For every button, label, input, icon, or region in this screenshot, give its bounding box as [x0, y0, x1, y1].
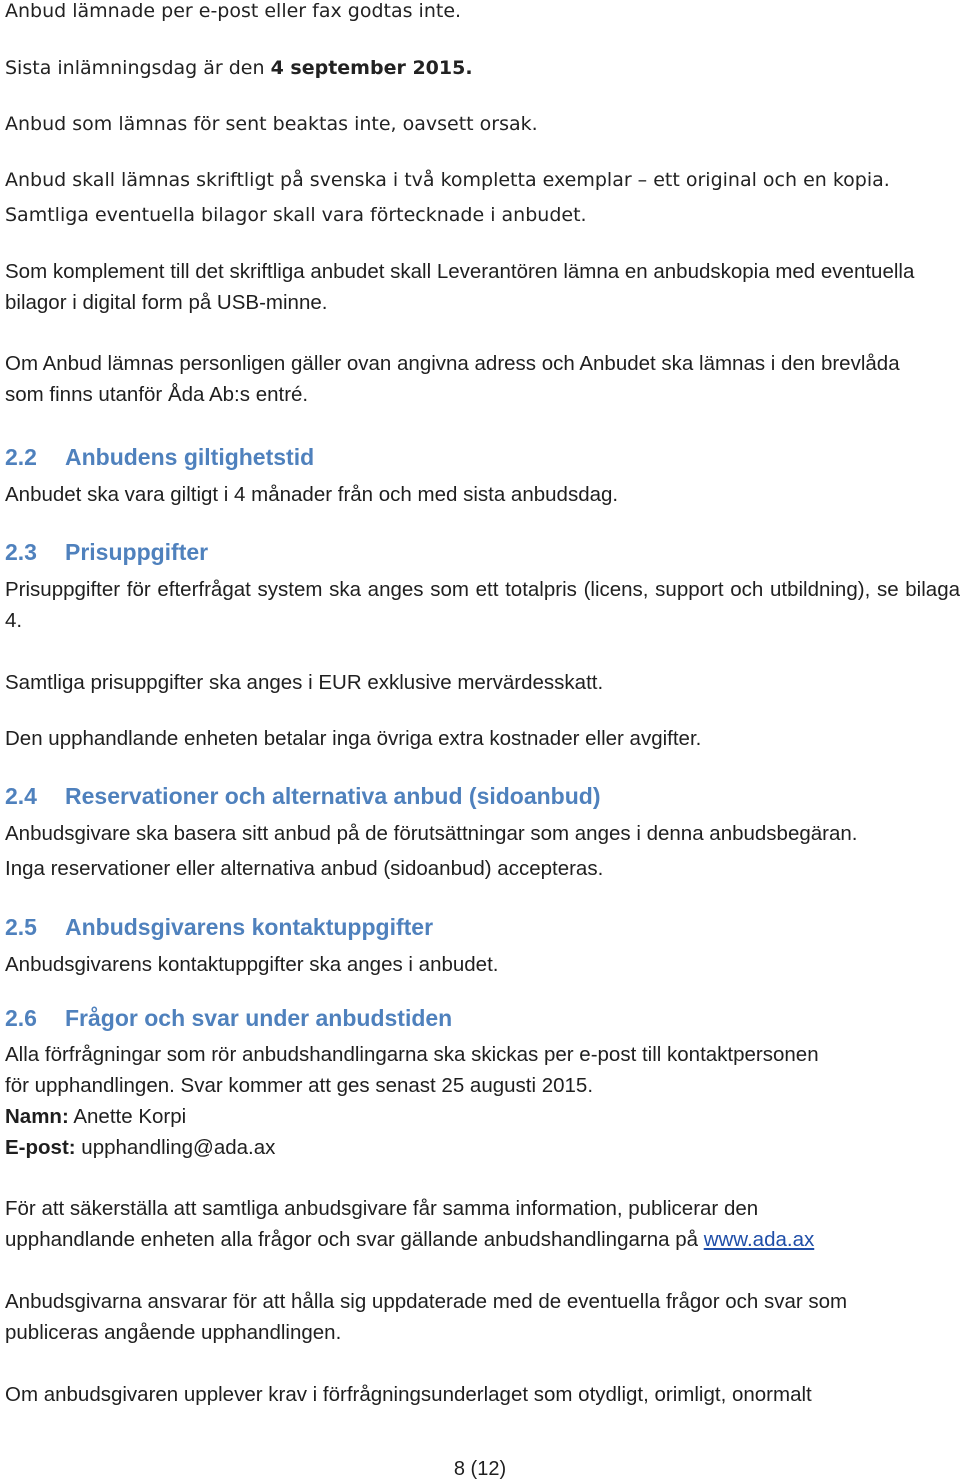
heading-2-3: 2.3 Prisuppgifter: [5, 539, 209, 565]
paragraph-currency: Samtliga prisuppgifter ska anges i EUR exklusive mervärdesskatt.: [5, 671, 604, 694]
paragraph-publish-2: upphandlande enheten alla frågor och svar gällande anbudshandlingarna på www.ada.ax: [5, 1228, 815, 1251]
paragraph-basis: Anbudsgivare ska basera sitt anbud på de förutsättningar som anges i denna anbudsbegäran.: [5, 822, 858, 845]
paragraph-email-fax: Anbud lämnade per e-post eller fax godtas inte.: [5, 0, 462, 22]
contact-name-label: Namn:: [5, 1105, 69, 1128]
deadline-date: 4 september 2015.: [270, 57, 473, 79]
paragraph-written-bids: Anbud skall lämnas skriftligt på svenska i två kompletta exemplar – ett original och en kopia.: [5, 169, 890, 191]
deadline-text: Sista inlämningsdag är den: [5, 57, 271, 79]
paragraph-personal-delivery: Om Anbud lämnas personligen gäller ovan angivna adress och Anbudet ska lämnas i den brevlåda som finns utanför Åda Ab:s entré.: [5, 352, 900, 406]
paragraph-no-extra-costs: Den upphandlande enheten betalar inga övriga extra kostnader eller avgifter.: [5, 727, 702, 750]
paragraph-questions-1: Alla förfrågningar som rör anbudshandlingarna ska skickas per e-post till kontaktpersonen: [5, 1043, 819, 1066]
paragraph-no-reservations: Inga reservationer eller alternativa anbud (sidoanbud) accepteras.: [5, 857, 604, 880]
heading-2-4: 2.4 Reservationer och alternativa anbud (sidoanbud): [5, 783, 601, 809]
contact-name-value: Anette Korpi: [68, 1105, 187, 1128]
paragraph-publish-1: För att säkerställa att samtliga anbudsgivare får samma information, publicerar den: [5, 1197, 759, 1220]
contact-email-label: E-post:: [5, 1136, 76, 1159]
paragraph-contact-info: Anbudsgivarens kontaktuppgifter ska anges i anbudet.: [5, 953, 499, 976]
paragraph-price-info: Prisuppgifter för efterfrågat system ska anges som ett totalpris (licens, support och utbildning), se bilaga 4.: [5, 578, 960, 632]
heading-2-5: 2.5 Anbudsgivarens kontaktuppgifter: [5, 914, 434, 940]
paragraph-responsibility-2: publiceras angående upphandlingen.: [5, 1321, 342, 1344]
paragraph-deadline: [5, 51, 960, 85]
paragraph-attachments: Samtliga eventuella bilagor skall vara förtecknade i anbudet.: [5, 204, 587, 226]
heading-2-2: 2.2 Anbudens giltighetstid: [5, 444, 315, 470]
contact-email: [5, 1132, 960, 1163]
paragraph-late-bids: Anbud som lämnas för sent beaktas inte, oavsett orsak.: [5, 113, 538, 135]
paragraph-questions-2: för upphandlingen. Svar kommer att ges senast 25 augusti 2015.: [5, 1074, 594, 1097]
paragraph-unclear-requirements: Om anbudsgivaren upplever krav i förfrågningsunderlaget som otydligt, orimligt, onormalt: [5, 1383, 812, 1406]
paragraph-responsibility-1: Anbudsgivarna ansvarar för att hålla sig uppdaterade med de eventuella frågor och svar som: [5, 1290, 848, 1313]
contact-name: [5, 1101, 960, 1132]
paragraph-usb-copy: Som komplement till det skriftliga anbudet skall Leverantören lämna en anbudskopia med eventuella bilagor i digital form på USB-minne.: [5, 260, 915, 314]
website-link[interactable]: www.ada.ax: [703, 1228, 815, 1251]
heading-2-6: 2.6 Frågor och svar under anbudstiden: [5, 1005, 453, 1031]
contact-email-value[interactable]: upphandling@ada.ax: [75, 1136, 276, 1159]
paragraph-validity: Anbudet ska vara giltigt i 4 månader från och med sista anbudsdag.: [5, 483, 619, 506]
page-number: 8 (12): [453, 1458, 507, 1480]
